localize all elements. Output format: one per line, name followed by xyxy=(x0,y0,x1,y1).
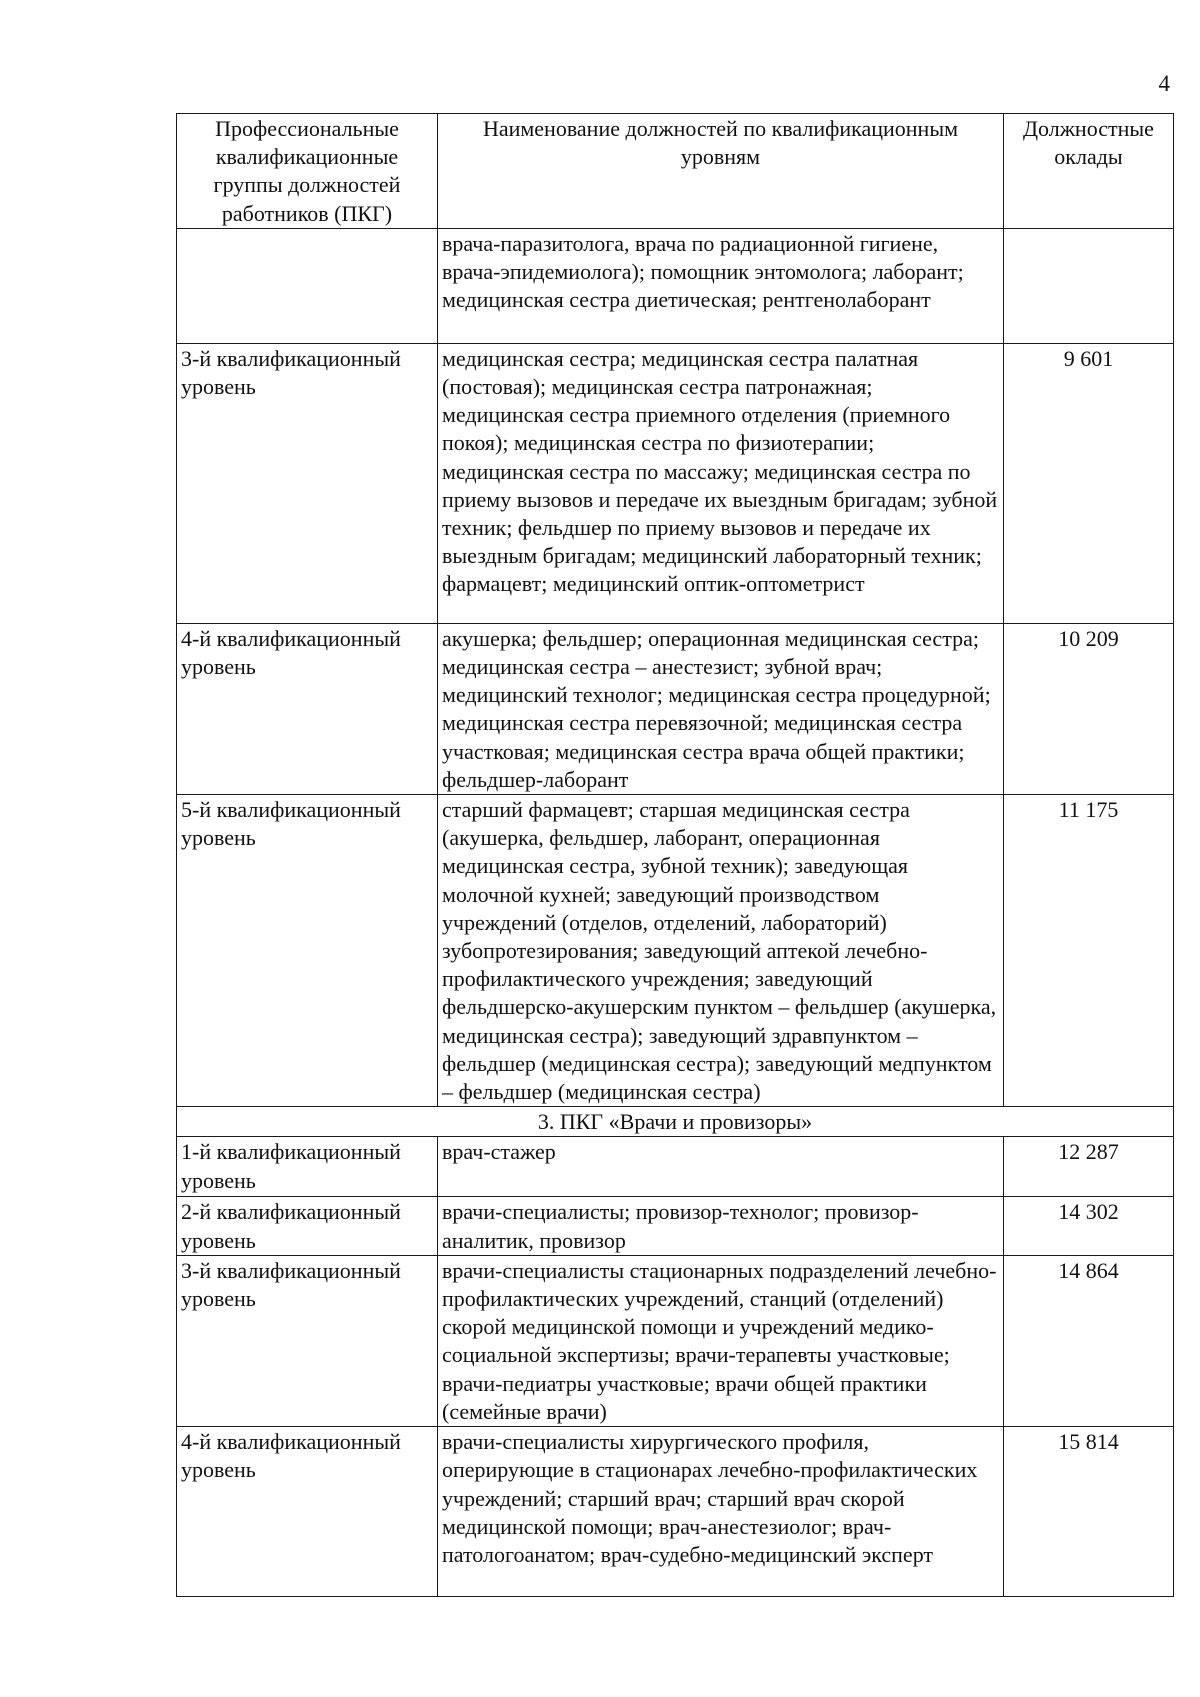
positions-cell: врачи-специалисты; провизор-технолог; провизор-аналитик, провизор xyxy=(438,1197,1004,1255)
salary-cell: 15 814 xyxy=(1004,1427,1174,1597)
group-cell: 2-й квалификационный уровень xyxy=(177,1197,438,1255)
positions-cell: врачи-специалисты стационарных подразделений лечебно-профилактических учреждений, станций (отделений) скорой медицинской помощи и учреждений медико-социальной экспертизы; врачи-терапевты участковые; врачи-педиатры участковые; врачи общей практики (семейные врачи) xyxy=(438,1255,1004,1426)
group-cell: 4-й квалификационный уровень xyxy=(177,1427,438,1597)
group-cell: 1-й квалификационный уровень xyxy=(177,1137,438,1197)
table-row xyxy=(177,623,1174,794)
salary-table xyxy=(176,113,1174,1597)
positions-cell: старший фармацевт; старшая медицинская сестра (акушерка, фельдшер, лаборант, операционная медицинская сестра, зубной техник); заведующая молочной кухней; заведующий производством учреждений (отделов, отделений, лабораторий) зубопротезирования; заведующий аптекой лечебно-профилактического учреждения; заведующий фельдшерско-акушерским пунктом – фельдшер (акушерка, медицинская сестра); заведующий здравпунктом – фельдшер (медицинская сестра); заведующий медпунктом – фельдшер (медицинская сестра) xyxy=(438,795,1004,1107)
table-row xyxy=(177,1427,1174,1597)
table-row xyxy=(177,228,1174,343)
salary-cell: 14 302 xyxy=(1004,1197,1174,1255)
table-row xyxy=(177,1255,1174,1426)
positions-cell: медицинская сестра; медицинская сестра палатная (постовая); медицинская сестра патронажная; медицинская сестра приемного отделения (приемного покоя); медицинская сестра по физиотерапии; медицинская сестра по массажу; медицинская сестра по приему вызовов и передаче их выездным бригадам; зубной техник; фельдшер по приему вызовов и передаче их выездным бригадам; медицинский лабораторный техник; фармацевт; медицинский оптик-оптометрист xyxy=(438,343,1004,623)
salary-cell: 14 864 xyxy=(1004,1255,1174,1426)
salary-cell: 9 601 xyxy=(1004,343,1174,623)
group-cell: 5-й квалификационный уровень xyxy=(177,795,438,1107)
table-row xyxy=(177,1137,1174,1197)
table-header-row xyxy=(177,114,1174,229)
positions-cell: врач-стажер xyxy=(438,1137,1004,1197)
table-row xyxy=(177,343,1174,623)
salary-cell: 12 287 xyxy=(1004,1137,1174,1197)
header-salary: Должностные оклады xyxy=(1004,114,1174,229)
group-cell: 4-й квалификационный уровень xyxy=(177,623,438,794)
page-number: 4 xyxy=(1158,71,1170,96)
header-group: Профессиональные квалификационные группы должностей работников (ПКГ) xyxy=(177,114,438,229)
section-title-row xyxy=(177,1107,1174,1137)
salary-cell: 10 209 xyxy=(1004,623,1174,794)
table-row xyxy=(177,795,1174,1107)
group-cell xyxy=(177,228,438,343)
header-positions: Наименование должностей по квалификационным уровням xyxy=(438,114,1004,229)
group-cell: 3-й квалификационный уровень xyxy=(177,1255,438,1426)
positions-cell: врачи-специалисты хирургического профиля, оперирующие в стационарах лечебно-профилактических учреждений; старший врач; старший врач скорой медицинской помощи; врач-анестезиолог; врач-патологоанатом; врач-судебно-медицинский эксперт xyxy=(438,1427,1004,1597)
section-title: 3. ПКГ «Врачи и провизоры» xyxy=(177,1107,1174,1137)
table-row xyxy=(177,1197,1174,1255)
salary-cell: 11 175 xyxy=(1004,795,1174,1107)
salary-cell xyxy=(1004,228,1174,343)
positions-cell: врача-паразитолога, врача по радиационной гигиене, врача-эпидемиолога); помощник энтомолога; лаборант; медицинская сестра диетическая; рентгенолаборант xyxy=(438,228,1004,343)
group-cell: 3-й квалификационный уровень xyxy=(177,343,438,623)
positions-cell: акушерка; фельдшер; операционная медицинская сестра; медицинская сестра – анестезист; зубной врач; медицинский технолог; медицинская сестра процедурной; медицинская сестра перевязочной; медицинская сестра участковая; медицинская сестра врача общей практики; фельдшер-лаборант xyxy=(438,623,1004,794)
